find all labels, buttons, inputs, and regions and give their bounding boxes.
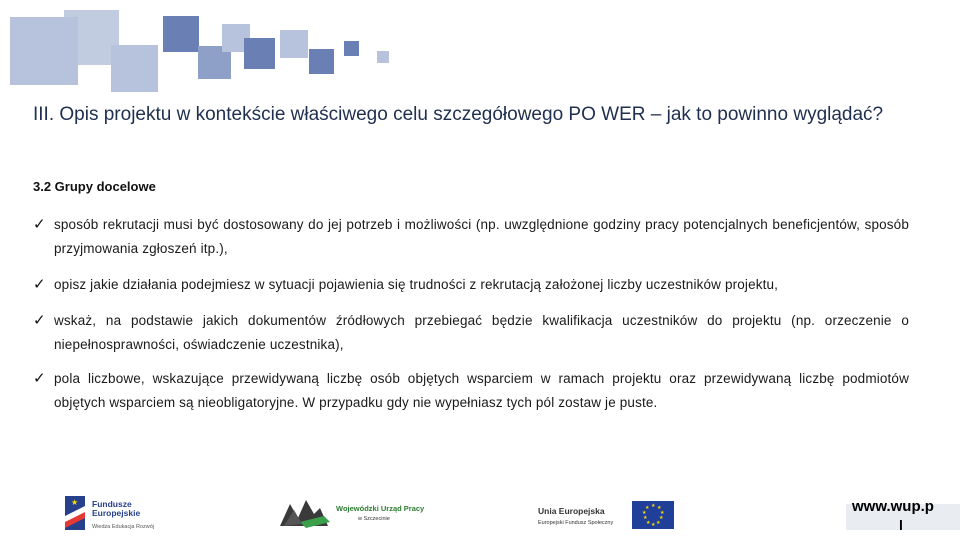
check-icon: ✓ [33, 312, 46, 329]
logo1-line1: Fundusze [92, 499, 132, 509]
svg-text:★: ★ [646, 520, 651, 526]
logo1-line2: Europejskie [92, 508, 141, 518]
fundusze-europejskie-logo [62, 492, 182, 536]
decor-square [309, 49, 334, 74]
svg-text:★: ★ [659, 515, 664, 521]
svg-text:★: ★ [645, 505, 650, 511]
decor-square [163, 16, 199, 52]
bullet-text: opisz jakie działania podejmiesz w sytuacji pojawienia się trudności z rekrutacją założonej liczby uczestników projektu, [54, 277, 779, 292]
wup-logo [280, 496, 430, 532]
fe-emblem-icon [62, 492, 90, 532]
website-url[interactable]: www.wup.p [852, 498, 934, 515]
section-subtitle: 3.2 Grupy docelowe [33, 179, 156, 194]
wup-emblem-icon [280, 496, 332, 530]
check-icon: ✓ [33, 276, 46, 293]
list-item [33, 273, 909, 297]
svg-text:★: ★ [643, 515, 648, 521]
footer [0, 490, 960, 540]
eu-logo [538, 500, 678, 532]
svg-text:★: ★ [657, 505, 662, 511]
decor-square [111, 45, 158, 92]
bullet-text: pola liczbowe, wskazujące przewidywaną liczbę osób objętych wsparciem w ramach projektu oraz przewidywaną liczbę podmiotów objętych wsparciem są nieobligatoryjne. W przypadku gdy nie wypełniasz tych pól zostaw je puste. [54, 371, 909, 410]
slide-title: III. Opis projektu w kontekście właściwego celu szczegółowego PO WER – jak to powinno wyglądać? [33, 104, 884, 125]
list-item [33, 309, 909, 357]
svg-text:★: ★ [651, 503, 656, 509]
svg-text:★: ★ [71, 498, 79, 507]
svg-text:★: ★ [651, 522, 656, 528]
svg-text:★: ★ [642, 510, 647, 516]
decor-square [280, 30, 308, 58]
website-url-continued[interactable]: l [899, 517, 903, 533]
check-icon: ✓ [33, 370, 46, 387]
list-item [33, 213, 909, 261]
bullet-list [33, 213, 909, 415]
decor-square [244, 38, 275, 69]
logo3-title: Unia Europejska [538, 506, 605, 516]
bullet-text: sposób rekrutacji musi być dostosowany do jej potrzeb i możliwości (np. uwzględnione godziny pracy potencjalnych beneficjentów, sposób przyjmowania zgłoszeń itp.), [54, 217, 909, 256]
svg-text:★: ★ [660, 510, 665, 516]
bullet-text: wskaż, na podstawie jakich dokumentów źródłowych przebiegać będzie kwalifikacja uczestników do projektu (np. orzeczenie o niepełnosprawności, oświadczenie uczestnika), [54, 313, 909, 352]
list-item [33, 367, 909, 415]
decor-square [344, 41, 359, 56]
logo3-subtitle: Europejski Fundusz Społeczny [538, 520, 614, 526]
svg-text:★: ★ [656, 520, 661, 526]
decor-square [377, 51, 389, 63]
logo1-subtitle: Wiedza Edukacja Rozwój [92, 524, 155, 530]
logo2-title: Wojewódzki Urząd Pracy [336, 504, 425, 513]
logo2-subtitle: w Szczecinie [358, 516, 390, 522]
eu-flag-icon [632, 501, 674, 529]
check-icon: ✓ [33, 216, 46, 233]
